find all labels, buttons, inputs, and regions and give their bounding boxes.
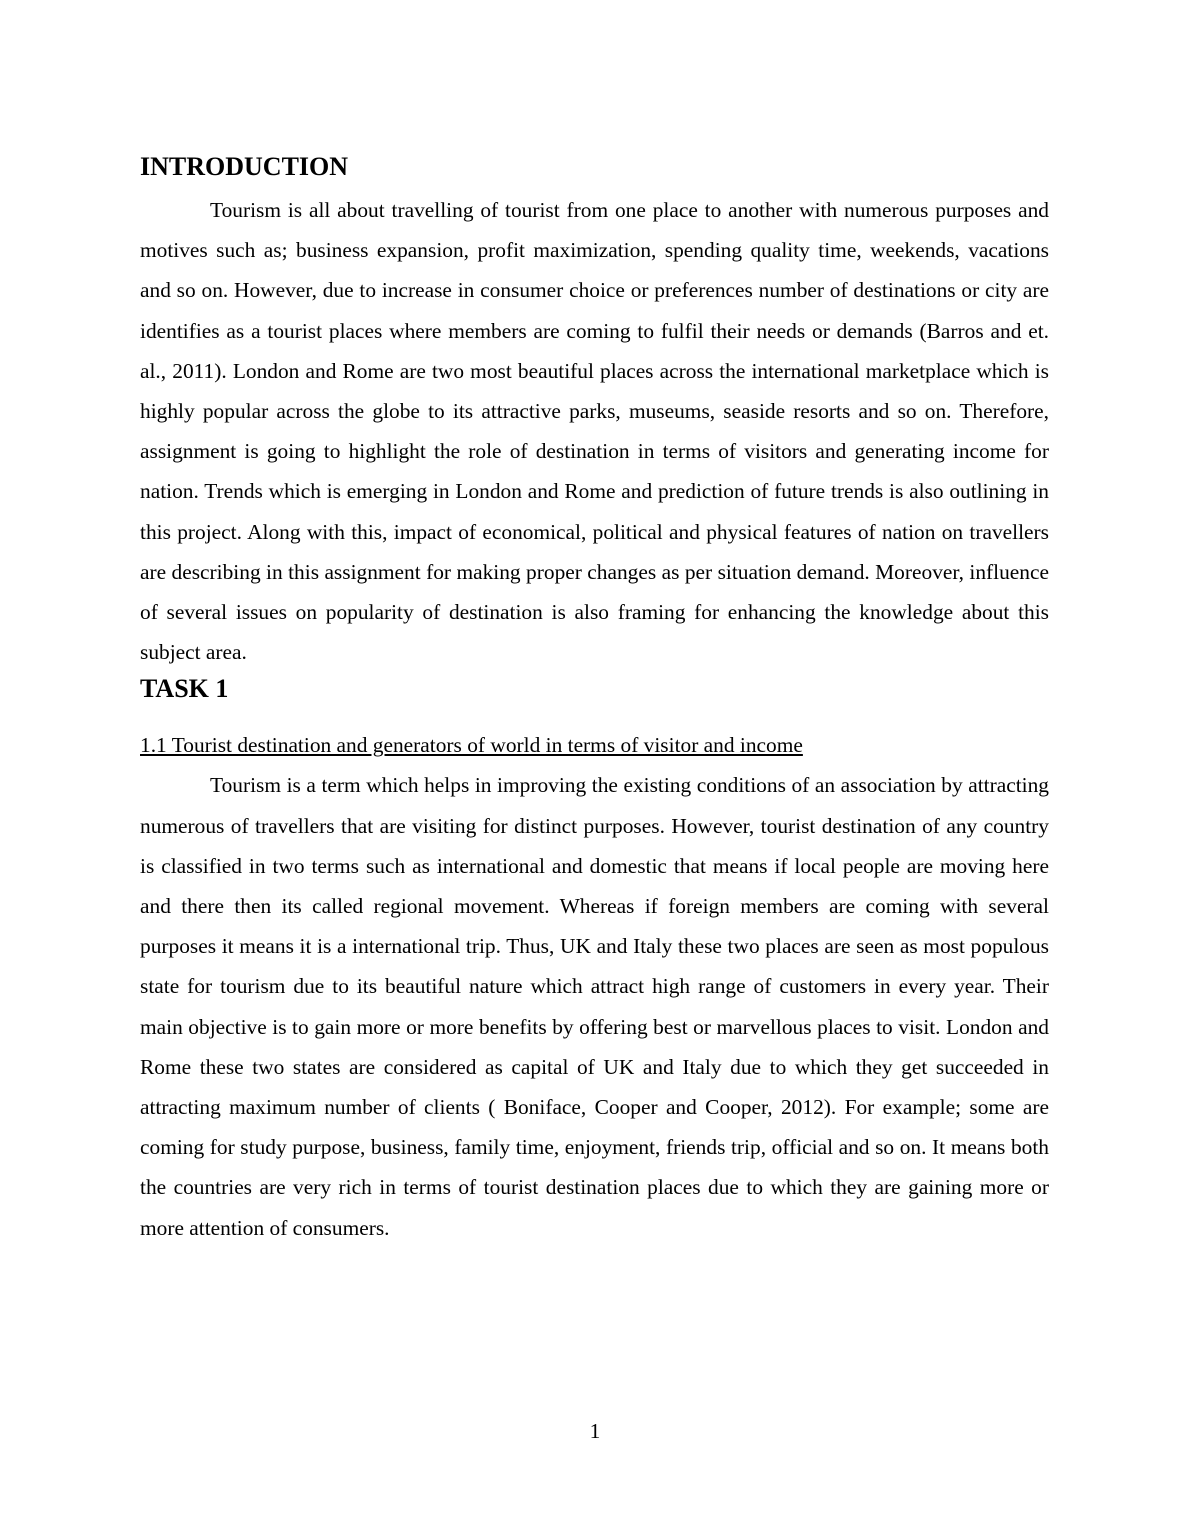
introduction-heading: INTRODUCTION bbox=[140, 152, 349, 181]
introduction-paragraph: Tourism is all about travelling of tourist from one place to another with numerous purposes and motives such as; business expansion, profit maximization, spending quality time, weekends, vacations and so on. However, due to increase in consumer choice or preferences number of destinations or city are identifies as a tourist places where members are coming to fulfil their needs or demands (Barros and et. al., 2011). London and Rome are two most beautiful places across the international marketplace which is highly popular across the globe to its attractive parks, museums, seaside resorts and so on. Therefore, assignment is going to highlight the role of destination in terms of visitors and generating income for nation. Trends which is emerging in London and Rome and prediction of future trends is also outlining in this project. Along with this, impact of economical, political and physical features of nation on travellers are describing in this assignment for making proper changes as per situation demand. Moreover, influence of several issues on popularity of destination is also framing for enhancing the knowledge about this subject area. bbox=[140, 198, 1049, 665]
page-number: 1 bbox=[589, 1419, 601, 1443]
task1-heading: TASK 1 bbox=[140, 674, 229, 704]
task1-subheading: 1.1 Tourist destination and generators of world in terms of visitor and income bbox=[140, 733, 803, 758]
task1-paragraph: Tourism is a term which helps in improving the existing conditions of an association by attracting numerous of travellers that are visiting for distinct purposes. However, tourist destination of any country is classified in two terms such as international and domestic that means if local people are moving here and there then its called regional movement. Whereas if foreign members are coming with several purposes it means it is a international trip. Thus, UK and Italy these two places are seen as most populous state for tourism due to its beautiful nature which attract high range of customers in every year. Their main objective is to gain more or more benefits by offering best or marvellous places to visit. London and Rome these two states are considered as capital of UK and Italy due to which they get succeeded in attracting maximum number of clients ( Boniface, Cooper and Cooper, 2012). For example; some are coming for study purpose, business, family time, enjoyment, friends trip, official and so on. It means both the countries are very rich in terms of tourist destination places due to which they are gaining more or more attention of consumers. bbox=[140, 773, 1049, 1240]
document-page bbox=[140, 150, 1049, 1248]
